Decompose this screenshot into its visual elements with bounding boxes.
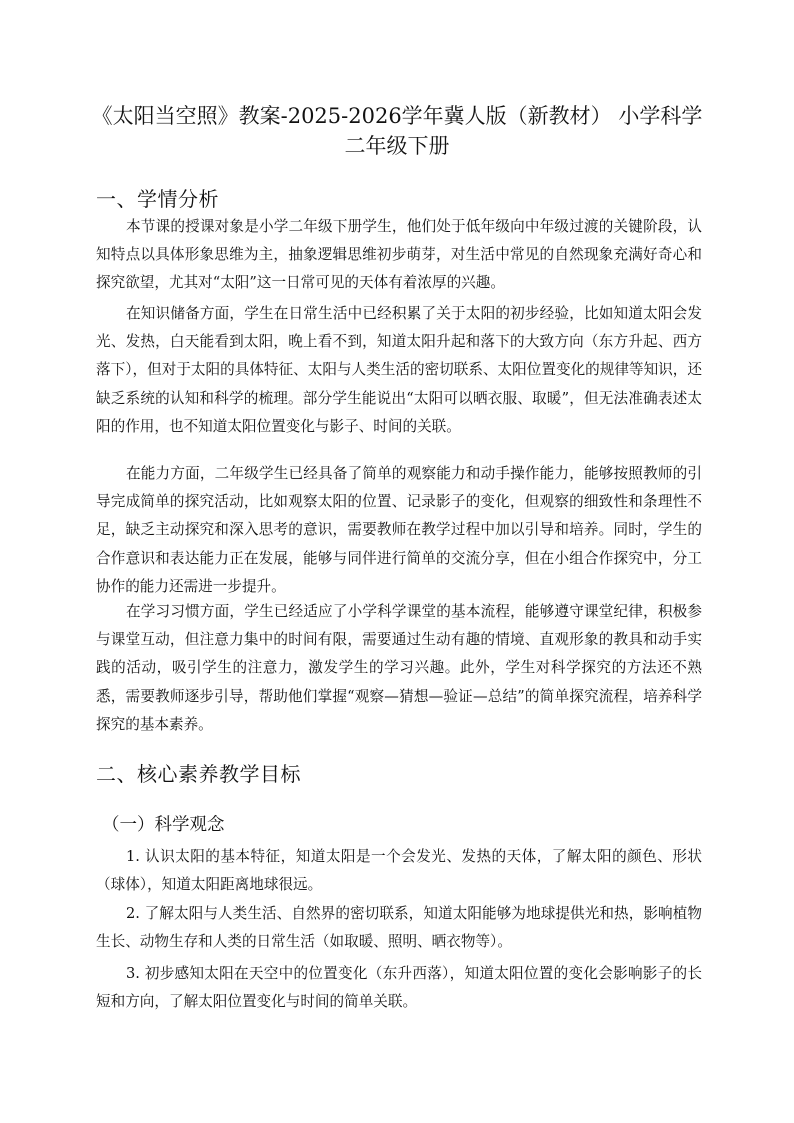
document-title: 《太阳当空照》教案-2025-2026学年冀人版（新教材） 小学科学二年级下册	[91, 104, 703, 158]
section-heading-learning-analysis: 一、学情分析	[96, 187, 219, 211]
paragraph: 在学习习惯方面，学生已经适应了小学科学课堂的基本流程，能够遵守课堂纪律，积极参与课堂互动，但注意力集中的时间有限，需要通过生动有趣的情境、直观形象的教具和动手实践的活动，吸引学生的注意力，激发学生的学习兴趣。此外，学生对科学探究的方法还不熟悉，需要教师逐步引导，帮助他们掌握“观察—猜想—验证—总结”的简单探究流程，培养科学探究的基本素养。	[96, 603, 702, 733]
list-item: 3. 初步感知太阳在天空中的位置变化（东升西落），知道太阳位置的变化会影响影子的长短和方向，了解太阳位置变化与时间的简单关联。	[96, 965, 702, 1011]
paragraph: 在能力方面，二年级学生已经具备了简单的观察能力和动手操作能力，能够按照教师的引导完成简单的探究活动，比如观察太阳的位置、记录影子的变化，但观察的细致性和条理性不足，缺乏主动探究和深入思考的意识，需要教师在教学过程中加以引导和培养。同时，学生的合作意识和表达能力正在发展，能够与同伴进行简单的交流分享，但在小组合作探究中，分工协作的能力还需进一步提升。	[96, 465, 702, 595]
paragraph: 在知识储备方面，学生在日常生活中已经积累了关于太阳的初步经验，比如知道太阳会发光、发热，白天能看到太阳，晚上看不到，知道太阳升起和落下的大致方向（东方升起、西方落下），但对于太阳的具体特征、太阳与人类生活的密切联系、太阳位置变化的规律等知识，还缺乏系统的认知和科学的梳理。部分学生能说出“太阳可以晒衣服、取暖”，但无法准确表述太阳的作用，也不知道太阳位置变化与影子、时间的关联。	[96, 305, 702, 435]
list-item: 1. 认识太阳的基本特征，知道太阳是一个会发光、发热的天体，了解太阳的颜色、形状（球体），知道太阳距离地球很远。	[96, 848, 702, 894]
paragraph: 本节课的授课对象是小学二年级下册学生，他们处于低年级向中年级过渡的关键阶段，认知特点以具体形象思维为主，抽象逻辑思维初步萌芽，对生活中常见的自然现象充满好奇心和探究欲望，尤其对“太阳”这一日常可见的天体有着浓厚的兴趣。	[96, 218, 702, 292]
section-heading-core-literacy-goals: 二、核心素养教学目标	[96, 762, 301, 786]
list-item: 2. 了解太阳与人类生活、自然界的密切联系，知道太阳能够为地球提供光和热，影响植物生长、动物生存和人类的日常生活（如取暖、照明、晒衣物等）。	[96, 905, 702, 951]
subsection-heading-science-concepts: （一）科学观念	[102, 815, 225, 835]
